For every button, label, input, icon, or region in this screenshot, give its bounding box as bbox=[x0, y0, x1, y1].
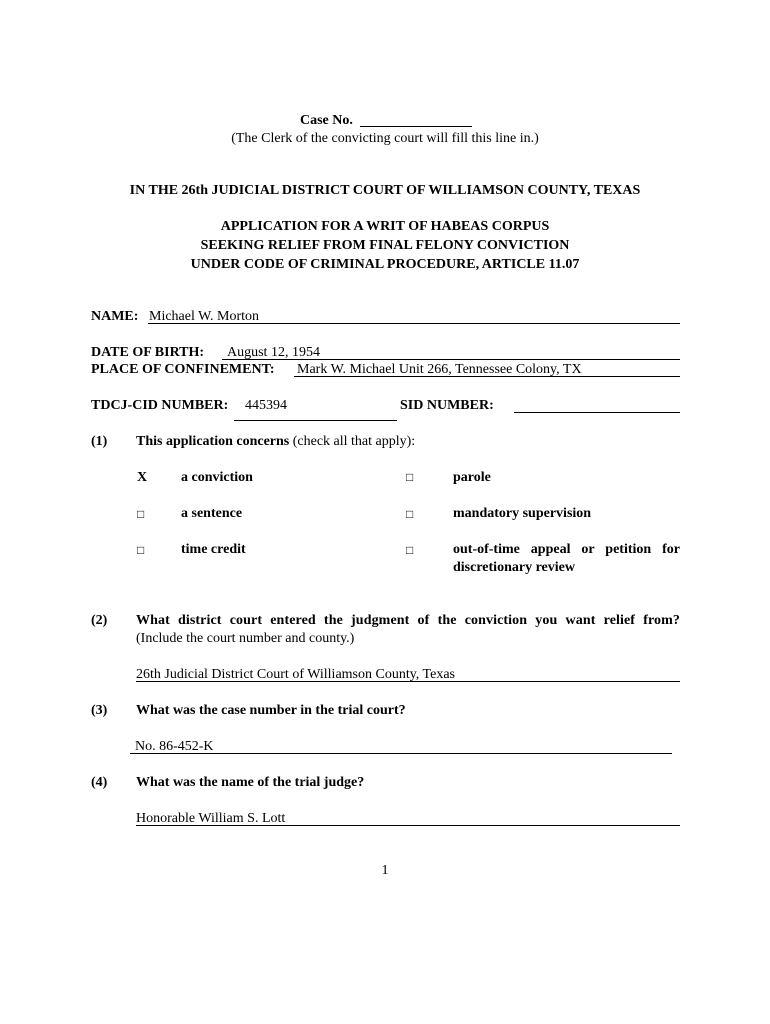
application-title-line-2: SEEKING RELIEF FROM FINAL FELONY CONVICTION bbox=[200, 238, 570, 253]
confinement-value[interactable]: Mark W. Michael Unit 266, Tennessee Colony, TX bbox=[297, 362, 582, 377]
q2-number: (2) bbox=[91, 613, 108, 628]
option-time-credit-label: time credit bbox=[181, 542, 246, 557]
q1-number: (1) bbox=[91, 434, 108, 449]
dob-line bbox=[222, 359, 680, 360]
checkbox-mandatory-supervision[interactable]: □ bbox=[406, 507, 414, 521]
q1-text: This application concerns (check all that apply): bbox=[136, 434, 416, 449]
name-label: NAME: bbox=[91, 309, 139, 324]
q3-number: (3) bbox=[91, 703, 108, 718]
tdcj-value[interactable]: 445394 bbox=[245, 398, 287, 413]
sid-line bbox=[514, 412, 680, 413]
q2-text: What district court entered the judgment of the conviction you want relief from? bbox=[136, 613, 680, 628]
checkbox-time-credit[interactable]: □ bbox=[137, 543, 145, 557]
q4-number: (4) bbox=[91, 775, 108, 790]
q2-note: (Include the court number and county.) bbox=[136, 631, 355, 646]
court-title: IN THE 26th JUDICIAL DISTRICT COURT OF WILLIAMSON COUNTY, TEXAS bbox=[129, 183, 641, 198]
case-number-line[interactable] bbox=[360, 126, 472, 127]
application-title-line-3: UNDER CODE OF CRIMINAL PROCEDURE, ARTICLE 11.07 bbox=[190, 257, 580, 272]
q4-answer[interactable]: Honorable William S. Lott bbox=[136, 811, 286, 826]
confinement-label: PLACE OF CONFINEMENT: bbox=[91, 362, 275, 377]
application-title-line-1: APPLICATION FOR A WRIT OF HABEAS CORPUS bbox=[220, 219, 550, 234]
q2-answer-line bbox=[136, 681, 680, 682]
dob-value[interactable]: August 12, 1954 bbox=[227, 345, 320, 360]
sid-label: SID NUMBER: bbox=[400, 398, 494, 413]
clerk-note: (The Clerk of the convicting court will fill this line in.) bbox=[231, 131, 539, 146]
q3-answer[interactable]: No. 86-452-K bbox=[135, 739, 214, 754]
tdcj-line bbox=[234, 420, 397, 421]
case-number-label: Case No. bbox=[300, 113, 353, 128]
confinement-line bbox=[294, 376, 680, 377]
checkbox-out-of-time-appeal[interactable]: □ bbox=[406, 543, 414, 557]
option-mandatory-supervision-label: mandatory supervision bbox=[453, 506, 592, 521]
page-number: 1 bbox=[381, 863, 389, 878]
option-conviction-label: a conviction bbox=[181, 470, 253, 485]
q3-text: What was the case number in the trial court? bbox=[136, 703, 406, 718]
tdcj-label: TDCJ-CID NUMBER: bbox=[91, 398, 229, 413]
q3-answer-line bbox=[130, 753, 672, 754]
checkbox-sentence[interactable]: □ bbox=[137, 507, 145, 521]
name-value[interactable]: Michael W. Morton bbox=[149, 309, 260, 324]
option-parole-label: parole bbox=[453, 470, 491, 485]
checkbox-parole[interactable]: □ bbox=[406, 470, 414, 484]
q2-answer[interactable]: 26th Judicial District Court of Williamson County, Texas bbox=[136, 667, 456, 682]
q4-answer-line bbox=[136, 825, 680, 826]
name-line bbox=[148, 323, 680, 324]
option-out-of-time-appeal-label-cont: discretionary review bbox=[453, 560, 575, 575]
q4-text: What was the name of the trial judge? bbox=[136, 775, 365, 790]
option-sentence-label: a sentence bbox=[181, 506, 243, 521]
dob-label: DATE OF BIRTH: bbox=[91, 345, 205, 360]
option-out-of-time-appeal-label: out-of-time appeal or petition for bbox=[453, 542, 680, 557]
checkbox-conviction[interactable]: X bbox=[137, 470, 148, 485]
